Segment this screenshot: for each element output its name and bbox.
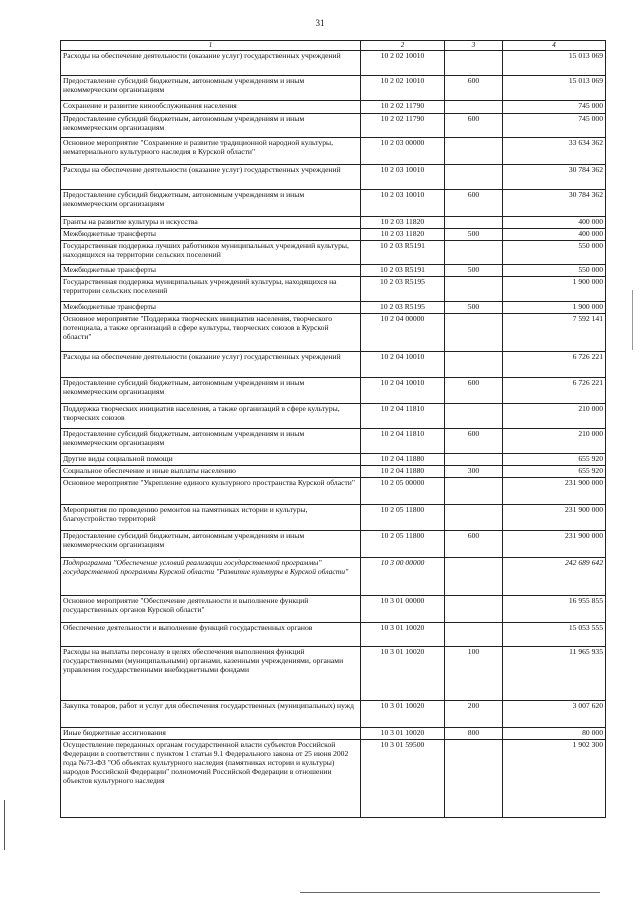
row-amount: 745 000 <box>503 101 606 114</box>
row-name: Расходы на выплаты персоналу в целях обеспечения выполнения функций государственными (муниципальными) органами, казенными учреждениями, органами управления государственными внебюджетными фондами <box>61 647 361 701</box>
table-row <box>61 701 606 728</box>
row-name: Основное мероприятие "Поддержка творческих инициатив населения, творческого потенциала, а также организаций в сфере культуры, творческих союзов в Курской области" <box>61 314 361 352</box>
table-row <box>61 190 606 217</box>
column-header-4: 4 <box>503 41 606 51</box>
row-target-code: 10 2 04 11810 <box>361 429 445 454</box>
row-expense-type <box>445 558 503 596</box>
row-expense-type <box>445 454 503 466</box>
row-expense-type: 600 <box>445 190 503 217</box>
margin-binding-mark <box>4 800 5 850</box>
row-target-code: 10 2 04 11880 <box>361 454 445 466</box>
row-name: Обеспечение деятельности и выполнение функций государственных органов <box>61 623 361 647</box>
row-name: Другие виды социальной помощи <box>61 454 361 466</box>
row-amount: 30 784 362 <box>503 165 606 190</box>
row-expense-type <box>445 241 503 265</box>
row-amount: 400 000 <box>503 229 606 241</box>
row-amount: 242 689 642 <box>503 558 606 596</box>
row-target-code: 10 2 02 11790 <box>361 101 445 114</box>
row-amount: 7 592 141 <box>503 314 606 352</box>
table-row <box>61 302 606 314</box>
row-expense-type: 600 <box>445 378 503 404</box>
row-target-code: 10 3 01 10020 <box>361 647 445 701</box>
page-number: 31 <box>315 18 325 28</box>
row-amount: 210 000 <box>503 404 606 429</box>
row-name: Поддержка творческих инициатив населения, а также организаций в сфере культуры, творческих союзов <box>61 404 361 429</box>
row-expense-type <box>445 217 503 229</box>
row-target-code: 10 2 05 00000 <box>361 478 445 505</box>
row-target-code: 10 2 03 R5191 <box>361 241 445 265</box>
row-amount: 1 900 000 <box>503 277 606 302</box>
row-target-code: 10 3 00 00000 <box>361 558 445 596</box>
row-target-code: 10 2 04 00000 <box>361 314 445 352</box>
row-name: Предоставление субсидий бюджетным, автономным учреждениям и иным некоммерческим организациям <box>61 190 361 217</box>
row-amount: 400 000 <box>503 217 606 229</box>
table-row <box>61 101 606 114</box>
row-name: Иные бюджетные ассигнования <box>61 728 361 740</box>
row-target-code: 10 2 03 11820 <box>361 217 445 229</box>
budget-table <box>60 40 606 818</box>
table-row <box>61 378 606 404</box>
row-target-code: 10 2 03 10010 <box>361 190 445 217</box>
row-name: Социальное обеспечение и иные выплаты населению <box>61 466 361 478</box>
table-row <box>61 217 606 229</box>
table-row <box>61 739 606 817</box>
row-expense-type: 100 <box>445 647 503 701</box>
row-name: Предоставление субсидий бюджетным, автономным учреждениям и иным некоммерческим организациям <box>61 378 361 404</box>
row-expense-type: 200 <box>445 701 503 728</box>
row-target-code: 10 2 04 10010 <box>361 352 445 378</box>
row-name: Сохранение и развитие кинообслуживания населения <box>61 101 361 114</box>
table-row <box>61 229 606 241</box>
row-target-code: 10 2 03 00000 <box>361 138 445 165</box>
row-amount: 1 902 300 <box>503 739 606 817</box>
row-name: Мероприятия по проведению ремонтов на памятниках истории и культуры, благоустройство территорий <box>61 505 361 531</box>
column-number-header <box>61 41 606 51</box>
row-expense-type <box>445 596 503 623</box>
row-amount: 30 784 362 <box>503 190 606 217</box>
table-row <box>61 505 606 531</box>
table-row <box>61 429 606 454</box>
row-expense-type: 600 <box>445 76 503 101</box>
table-row <box>61 165 606 190</box>
row-target-code: 10 3 01 10020 <box>361 701 445 728</box>
table-row <box>61 728 606 740</box>
row-amount: 655 920 <box>503 454 606 466</box>
row-amount: 1 900 000 <box>503 302 606 314</box>
table-row <box>61 478 606 505</box>
row-name: Гранты на развитие культуры и искусства <box>61 217 361 229</box>
row-expense-type <box>445 101 503 114</box>
row-expense-type: 600 <box>445 429 503 454</box>
row-name: Государственная поддержка лучших работников муниципальных учреждений культуры, находящихся на территории сельских поселений <box>61 241 361 265</box>
margin-edge-mark <box>632 290 633 350</box>
row-target-code: 10 2 03 R5195 <box>361 277 445 302</box>
row-amount: 6 726 221 <box>503 352 606 378</box>
row-expense-type: 500 <box>445 229 503 241</box>
row-amount: 655 920 <box>503 466 606 478</box>
row-amount: 33 634 362 <box>503 138 606 165</box>
row-expense-type: 800 <box>445 728 503 740</box>
table-row <box>61 265 606 277</box>
row-amount: 16 955 855 <box>503 596 606 623</box>
row-expense-type <box>445 277 503 302</box>
row-name: Закупка товаров, работ и услуг для обеспечения государственных (муниципальных) нужд <box>61 701 361 728</box>
row-expense-type: 600 <box>445 531 503 558</box>
row-target-code: 10 2 03 R5195 <box>361 302 445 314</box>
row-name: Основное мероприятие "Сохранение и развитие традиционной народной культуры, нематериального культурного наследия в Курской области" <box>61 138 361 165</box>
row-target-code: 10 2 02 10010 <box>361 76 445 101</box>
row-target-code: 10 2 04 11880 <box>361 466 445 478</box>
row-target-code: 10 2 04 10010 <box>361 378 445 404</box>
table-row <box>61 76 606 101</box>
row-name: Основное мероприятие "Укрепление единого культурного пространства Курской области" <box>61 478 361 505</box>
row-name: Предоставление субсидий бюджетным, автономным учреждениям и иным некоммерческим организациям <box>61 76 361 101</box>
row-expense-type: 600 <box>445 114 503 138</box>
table-row <box>61 277 606 302</box>
table-row <box>61 138 606 165</box>
row-expense-type <box>445 165 503 190</box>
row-amount: 3 007 620 <box>503 701 606 728</box>
row-target-code: 10 2 03 11820 <box>361 229 445 241</box>
row-amount: 210 000 <box>503 429 606 454</box>
table-row <box>61 531 606 558</box>
table-body <box>61 51 606 818</box>
row-amount: 80 000 <box>503 728 606 740</box>
table-row <box>61 404 606 429</box>
row-expense-type <box>445 739 503 817</box>
row-target-code: 10 2 05 11800 <box>361 505 445 531</box>
row-name: Предоставление субсидий бюджетным, автономным учреждениям и иным некоммерческим организациям <box>61 429 361 454</box>
row-expense-type: 300 <box>445 466 503 478</box>
row-amount: 550 000 <box>503 265 606 277</box>
row-expense-type <box>445 623 503 647</box>
column-header-1: 1 <box>61 41 361 51</box>
row-target-code: 10 2 05 11800 <box>361 531 445 558</box>
row-amount: 11 965 935 <box>503 647 606 701</box>
table-row <box>61 647 606 701</box>
row-amount: 231 900 000 <box>503 505 606 531</box>
row-name: Расходы на обеспечение деятельности (оказание услуг) государственных учреждений <box>61 165 361 190</box>
row-target-code: 10 2 03 10010 <box>361 165 445 190</box>
row-amount: 6 726 221 <box>503 378 606 404</box>
row-target-code: 10 3 01 00000 <box>361 596 445 623</box>
row-name: Межбюджетные трансферты <box>61 265 361 277</box>
table-row <box>61 596 606 623</box>
row-amount: 231 900 000 <box>503 531 606 558</box>
row-expense-type <box>445 138 503 165</box>
row-expense-type: 500 <box>445 302 503 314</box>
row-target-code: 10 3 01 10020 <box>361 728 445 740</box>
table-row <box>61 623 606 647</box>
row-amount: 231 900 000 <box>503 478 606 505</box>
column-header-3: 3 <box>445 41 503 51</box>
table-row <box>61 454 606 466</box>
row-amount: 15 013 069 <box>503 76 606 101</box>
row-target-code: 10 2 04 11810 <box>361 404 445 429</box>
row-expense-type <box>445 505 503 531</box>
table-row <box>61 352 606 378</box>
row-expense-type <box>445 314 503 352</box>
row-expense-type <box>445 478 503 505</box>
row-name: Расходы на обеспечение деятельности (оказание услуг) государственных учреждений <box>61 352 361 378</box>
row-amount: 550 000 <box>503 241 606 265</box>
row-target-code: 10 3 01 10020 <box>361 623 445 647</box>
row-name: Государственная поддержка муниципальных учреждений культуры, находящихся на территории сельских поселений <box>61 277 361 302</box>
row-name: Предоставление субсидий бюджетным, автономным учреждениям и иным некоммерческим организациям <box>61 531 361 558</box>
table-row <box>61 466 606 478</box>
row-amount: 745 000 <box>503 114 606 138</box>
row-name: Осуществление переданных органам государственной власти субъектов Российской Федерации в соответствии с пунктом 1 статьи 9.1 Федерального закона от 25 июня 2002 года №73-ФЗ "Об объектах культурного наследия (памятниках истории и культуры) народов Российской Федерации" полномочий Российской Федерации в отношении объектов культурного наследия <box>61 739 361 817</box>
table-row <box>61 558 606 596</box>
row-expense-type <box>445 352 503 378</box>
row-expense-type: 500 <box>445 265 503 277</box>
table-row <box>61 241 606 265</box>
table-row <box>61 314 606 352</box>
row-name: Подпрограмма "Обеспечение условий реализации государственной программы" государственной программы Курской области "Развитие культуры в Курской области" <box>61 558 361 596</box>
page-bottom-rule <box>300 892 600 893</box>
row-target-code: 10 2 03 R5191 <box>361 265 445 277</box>
row-amount: 15 013 069 <box>503 51 606 76</box>
row-expense-type <box>445 404 503 429</box>
row-name: Предоставление субсидий бюджетным, автономным учреждениям и иным некоммерческим организациям <box>61 114 361 138</box>
row-name: Расходы на обеспечение деятельности (оказание услуг) государственных учреждений <box>61 51 361 76</box>
row-name: Межбюджетные трансферты <box>61 302 361 314</box>
row-target-code: 10 2 02 11790 <box>361 114 445 138</box>
table-row <box>61 114 606 138</box>
row-target-code: 10 2 02 10010 <box>361 51 445 76</box>
column-header-2: 2 <box>361 41 445 51</box>
row-expense-type <box>445 51 503 76</box>
table-row <box>61 51 606 76</box>
row-amount: 15 053 555 <box>503 623 606 647</box>
row-name: Основное мероприятие "Обеспечение деятельности и выполнение функций государственных органов Курской области" <box>61 596 361 623</box>
row-target-code: 10 3 01 59500 <box>361 739 445 817</box>
row-name: Межбюджетные трансферты <box>61 229 361 241</box>
